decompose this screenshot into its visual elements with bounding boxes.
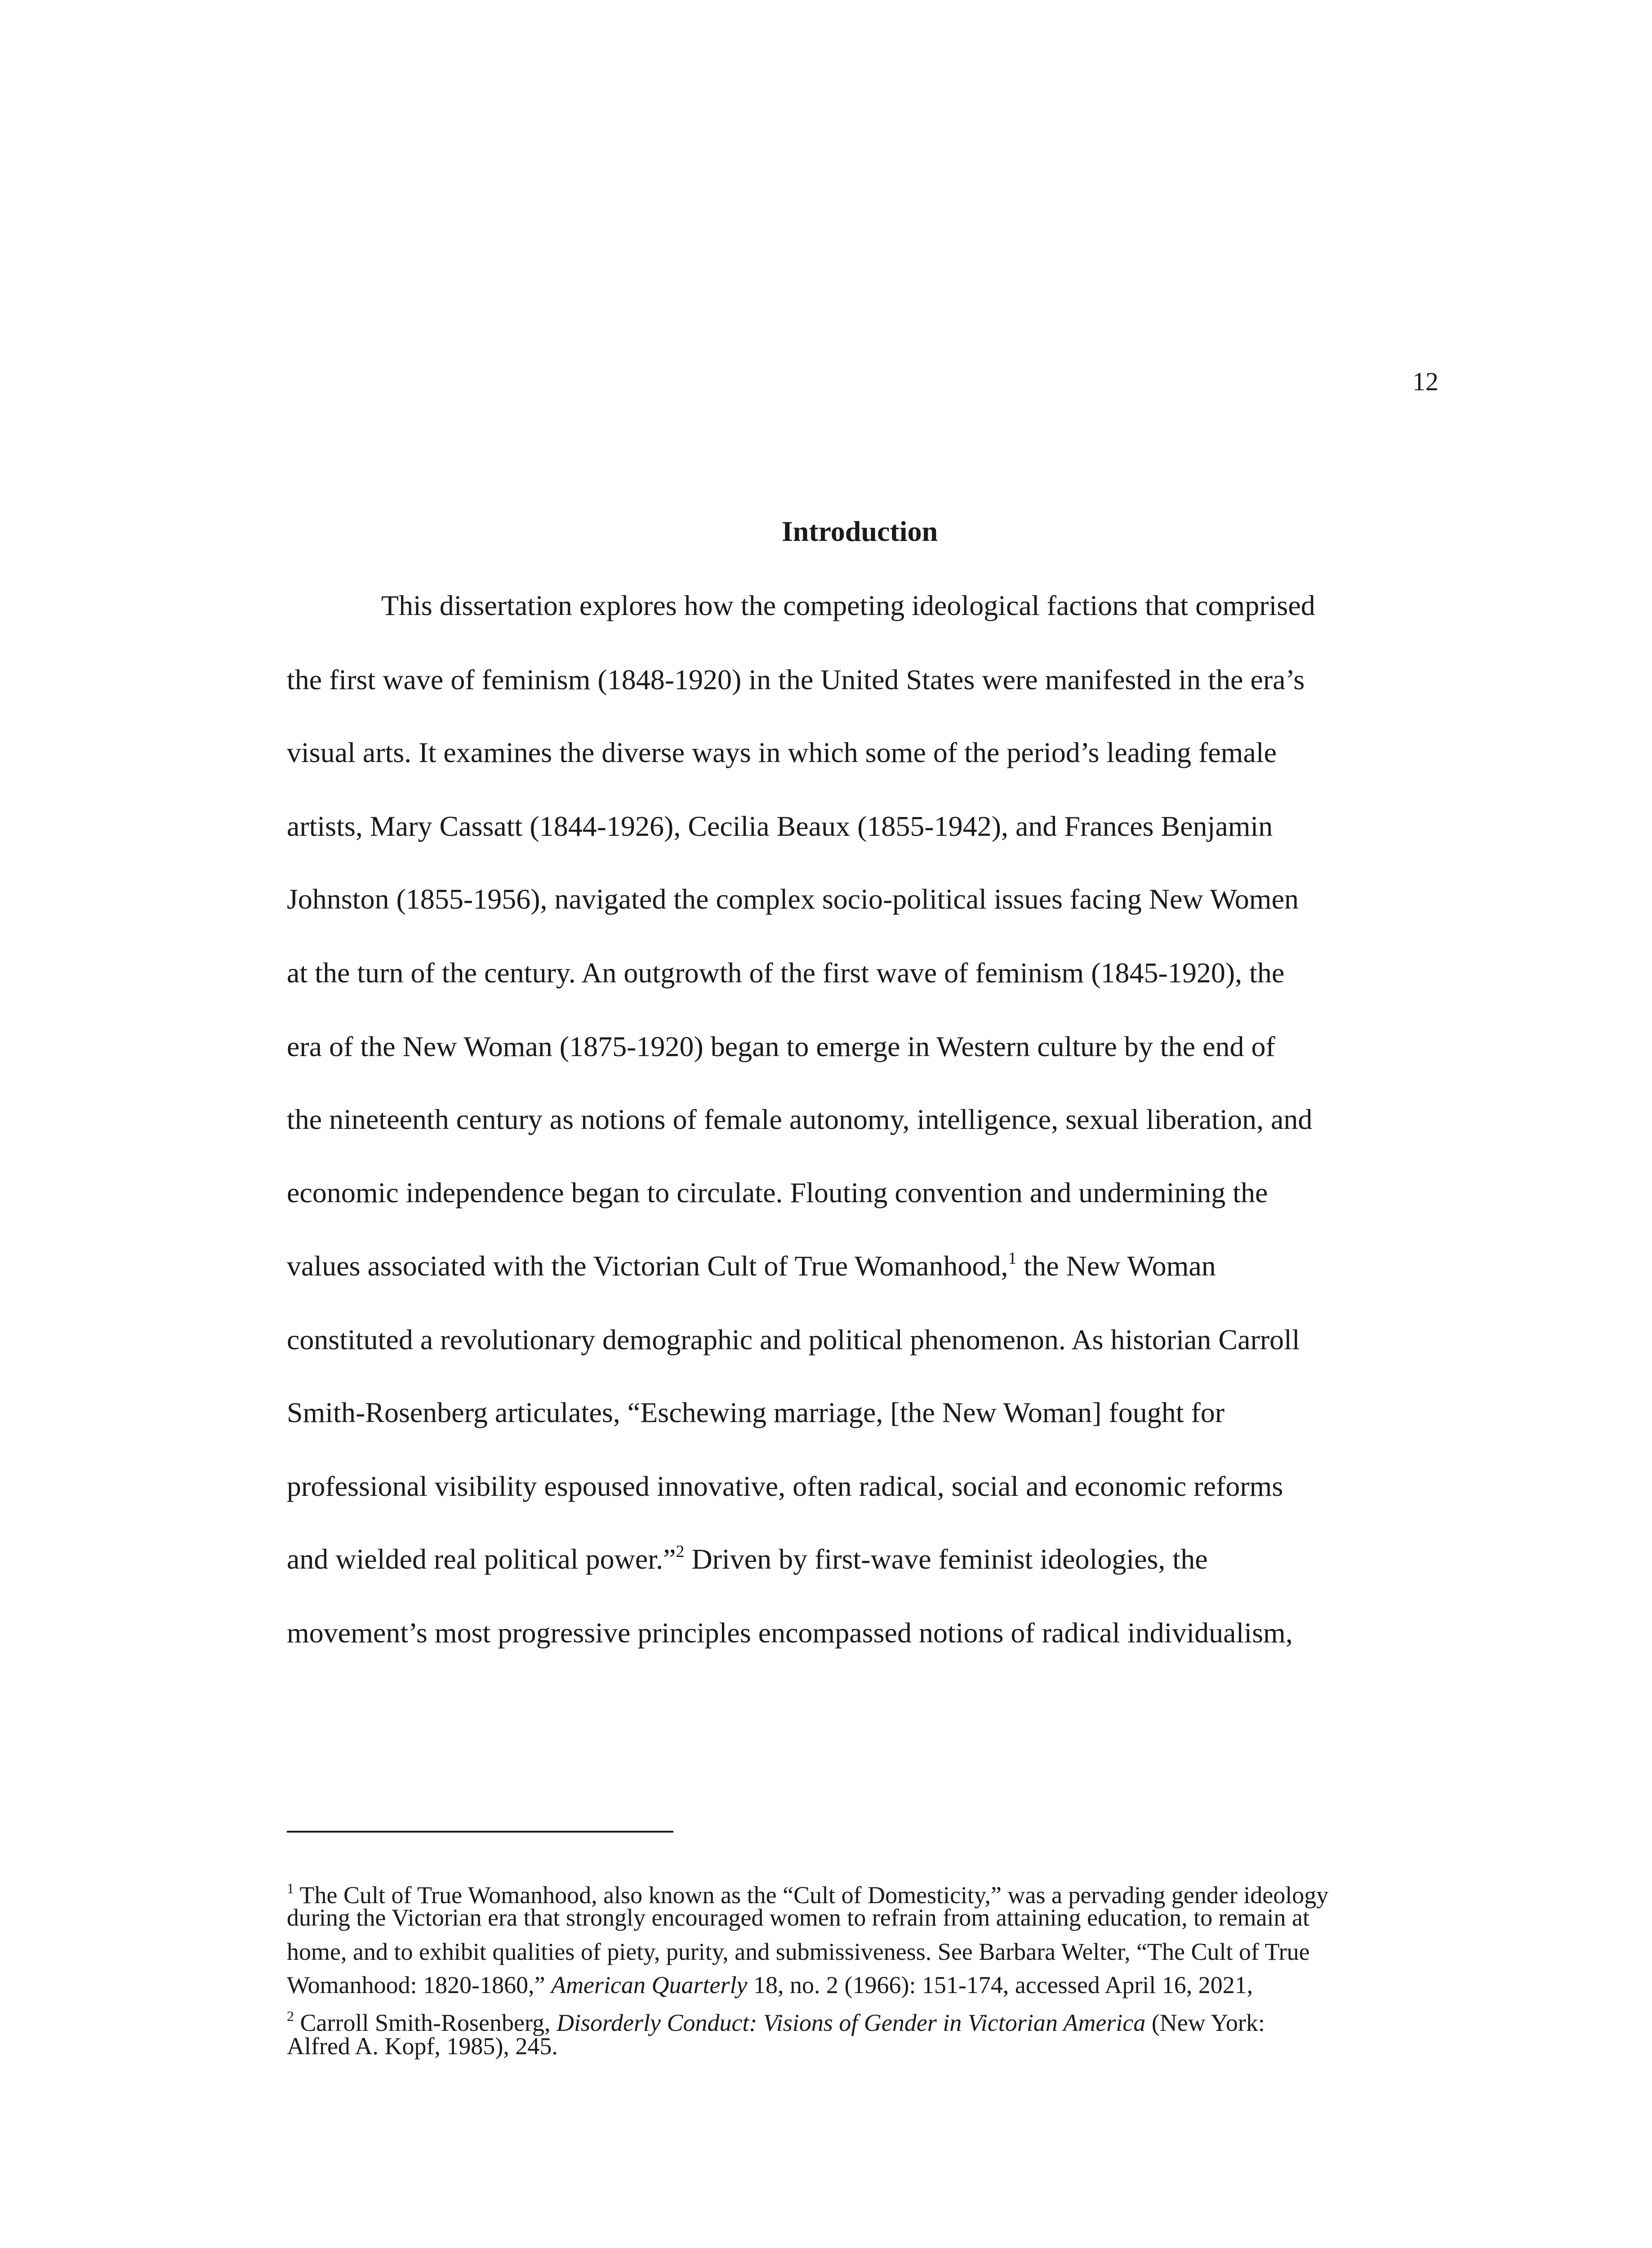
footnote-reference[interactable]: 1: [1008, 1249, 1017, 1268]
body-line: [287, 1542, 1208, 1575]
body-text: the New Woman: [1016, 1250, 1216, 1282]
footnote-reference[interactable]: 2: [676, 1542, 685, 1561]
body-line: [287, 1249, 1216, 1282]
body-line: era of the New Woman (1875-1920) began to emerge in Western culture by the end of: [287, 1030, 1275, 1062]
page-number: 12: [1412, 367, 1438, 396]
body-line: the nineteenth century as notions of female autonomy, intelligence, sexual liberation, and: [287, 1103, 1313, 1135]
footnote-line: Alfred A. Kopf, 1985), 245.: [287, 2033, 558, 2060]
book-title: Disorderly Conduct: Visions of Gender in Victorian America: [556, 2009, 1146, 2036]
section-heading: Introduction: [781, 515, 938, 547]
journal-title: American Quarterly: [551, 1971, 748, 1998]
body-line: constituted a revolutionary demographic and political phenomenon. As historian Carroll: [287, 1324, 1300, 1356]
footnote-text: The Cult of True Womanhood, also known as the “Cult of Domesticity,” was a pervading gender ideology: [294, 1882, 1329, 1909]
footnote-line: [287, 1880, 1329, 1909]
body-line: professional visibility espoused innovative, often radical, social and economic reforms: [287, 1470, 1283, 1502]
body-line: movement’s most progressive principles encompassed notions of radical individualism,: [287, 1617, 1293, 1649]
footnote-line: during the Victorian era that strongly encouraged women to refrain from attaining education, to remain at: [287, 1904, 1309, 1931]
footnote-separator: [287, 1831, 673, 1833]
body-line: This dissertation explores how the competing ideological factions that comprised: [381, 589, 1315, 621]
footnote-line: home, and to exhibit qualities of piety, purity, and submissiveness. See Barbara Welter, “The Cult of True: [287, 1938, 1310, 1965]
footnote-text: Womanhood: 1820-1860,”: [287, 1971, 552, 1998]
body-text: Driven by first-wave feminist ideologies, the: [684, 1543, 1208, 1575]
footnote-marker: 1: [287, 1880, 294, 1896]
footnote-text: Carroll Smith-Rosenberg,: [294, 2009, 557, 2036]
body-line: at the turn of the century. An outgrowth of the first wave of feminism (1845-1920), the: [287, 957, 1285, 989]
footnote-text: (New York:: [1145, 2009, 1265, 2036]
body-text: and wielded real political power.”: [287, 1543, 676, 1575]
footnote-line: [287, 2008, 1265, 2036]
body-text: values associated with the Victorian Cult of True Womanhood,: [287, 1250, 1008, 1282]
body-line: Johnston (1855-1956), navigated the complex socio-political issues facing New Women: [287, 883, 1299, 915]
body-line: visual arts. It examines the diverse ways in which some of the period’s leading female: [287, 736, 1277, 768]
footnote-text: 18, no. 2 (1966): 151-174, accessed April 16, 2021,: [747, 1971, 1253, 1998]
body-line: economic independence began to circulate. Flouting convention and undermining the: [287, 1177, 1268, 1209]
body-line: the first wave of feminism (1848-1920) in the United States were manifested in the era’s: [287, 664, 1305, 696]
footnote-line: [287, 1973, 1253, 1997]
footnote-marker: 2: [287, 2008, 294, 2024]
body-line: artists, Mary Cassatt (1844-1926), Cecilia Beaux (1855-1942), and Frances Benjamin: [287, 810, 1273, 842]
body-line: Smith-Rosenberg articulates, “Eschewing marriage, [the New Woman] fought for: [287, 1396, 1225, 1428]
